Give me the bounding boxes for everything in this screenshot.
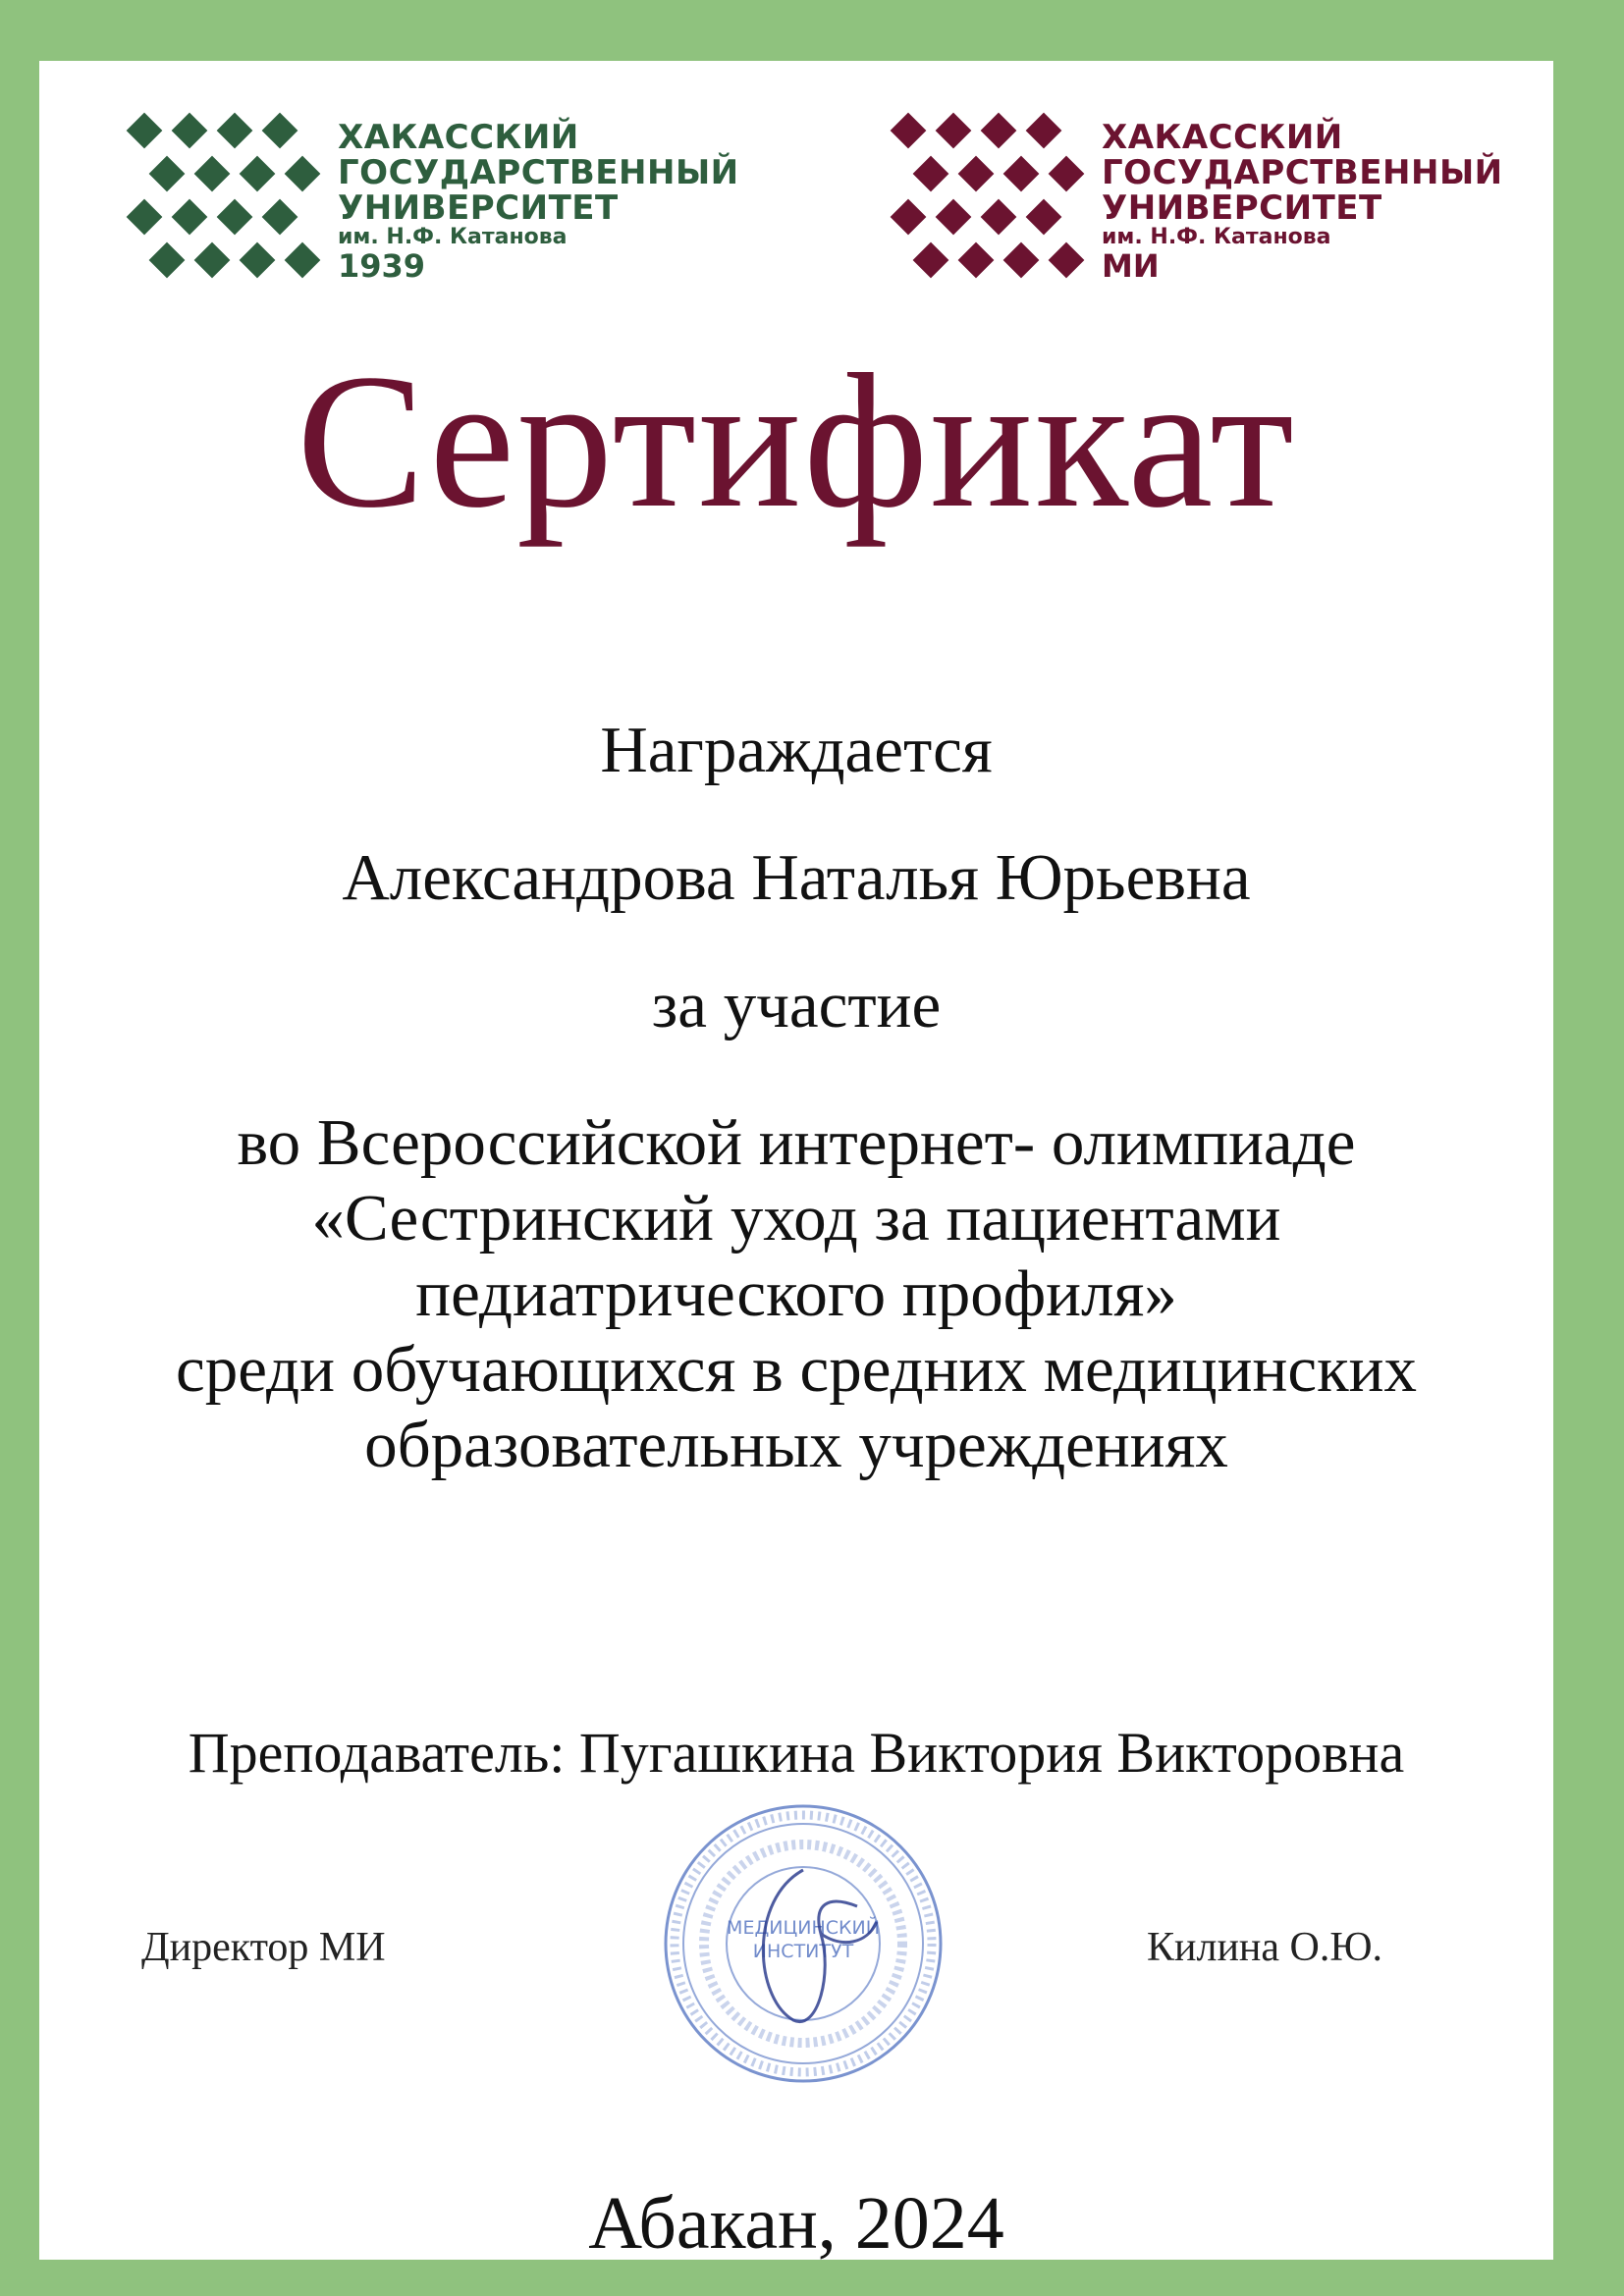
stamp-inner-line2: ИНСТИТУТ <box>752 1941 854 1962</box>
logo-left-line1: ХАКАССКИЙ <box>338 118 579 157</box>
logo-right-line1: ХАКАССКИЙ <box>1102 118 1343 157</box>
logo-right-line4: им. Н.Ф. Катанова <box>1102 225 1331 249</box>
stamp-inner-line1: МЕДИЦИНСКИЙ <box>727 1917 880 1939</box>
emblem-diamond <box>240 242 276 279</box>
emblem-diamond <box>262 113 298 149</box>
emblem-diamond <box>240 156 276 192</box>
awarded-text: Награждается <box>600 714 993 786</box>
logo-right-line3: УНИВЕРСИТЕТ <box>1102 188 1382 228</box>
emblem-diamond <box>172 199 208 236</box>
official-stamp <box>656 1796 950 2096</box>
emblem-diamond <box>913 156 949 192</box>
event-line-1: во Всероссийской интернет- олимпиаде <box>237 1106 1356 1179</box>
emblem-diamond <box>217 199 253 236</box>
emblem-diamond <box>936 199 972 236</box>
emblem-diamond <box>891 113 927 149</box>
emblem-diamond <box>127 199 163 236</box>
logo-right-text <box>1102 118 1503 285</box>
emblem-diamond <box>127 113 163 149</box>
emblem-diamond <box>1049 156 1085 192</box>
university-logo-left <box>126 108 739 294</box>
emblem-diamond <box>262 199 298 236</box>
emblem-diamond <box>285 242 321 279</box>
emblem-diamond <box>936 113 972 149</box>
emblem-diamond <box>913 242 949 279</box>
emblem-diamond <box>891 199 927 236</box>
logo-left-text <box>338 118 739 285</box>
participation-text: за участие <box>651 969 942 1041</box>
emblem-diamond <box>149 156 186 192</box>
emblem-diamond <box>1003 156 1040 192</box>
recipient-name: Александрова Наталья Юрьевна <box>342 841 1251 914</box>
event-line-2: «Сестринский уход за пациентами <box>311 1182 1281 1255</box>
director-name: Килина О.Ю. <box>1147 1925 1383 1970</box>
emblem-diamond <box>981 113 1017 149</box>
logo-right-line2: ГОСУДАРСТВЕННЫЙ <box>1102 153 1503 192</box>
emblem-diamond <box>1049 242 1085 279</box>
logo-left-line4: им. Н.Ф. Катанова <box>338 225 568 249</box>
diamond-emblem-icon <box>890 108 1086 294</box>
logo-left-line2: ГОСУДАРСТВЕННЫЙ <box>338 153 739 192</box>
certificate-page <box>39 61 1553 2265</box>
emblem-diamond <box>172 113 208 149</box>
emblem-diamond <box>1026 199 1062 236</box>
diamond-emblem-icon <box>126 108 322 294</box>
emblem-diamond <box>958 156 995 192</box>
event-line-3: педиатрического профиля» <box>415 1257 1177 1330</box>
teacher-line: Преподаватель: Пугашкина Виктория Викторовна <box>188 1721 1405 1785</box>
logo-left-line3: УНИВЕРСИТЕТ <box>338 188 619 228</box>
university-logo-right <box>890 108 1503 294</box>
event-line-5: образовательных учреждениях <box>364 1409 1228 1481</box>
logo-right-institute: МИ <box>1102 247 1160 285</box>
emblem-diamond <box>1003 242 1040 279</box>
emblem-diamond <box>194 156 231 192</box>
emblem-diamond <box>285 156 321 192</box>
emblem-diamond <box>217 113 253 149</box>
emblem-diamond <box>981 199 1017 236</box>
director-title: Директор МИ <box>141 1925 386 1970</box>
emblem-diamond <box>194 242 231 279</box>
emblem-diamond <box>958 242 995 279</box>
event-line-4: среди обучающихся в средних медицинских <box>175 1333 1418 1406</box>
certificate-title: Сертификат <box>297 335 1296 548</box>
logo-left-year: 1939 <box>338 247 426 285</box>
emblem-diamond <box>1026 113 1062 149</box>
emblem-diamond <box>149 242 186 279</box>
city-year: Абакан, 2024 <box>588 2182 1004 2265</box>
